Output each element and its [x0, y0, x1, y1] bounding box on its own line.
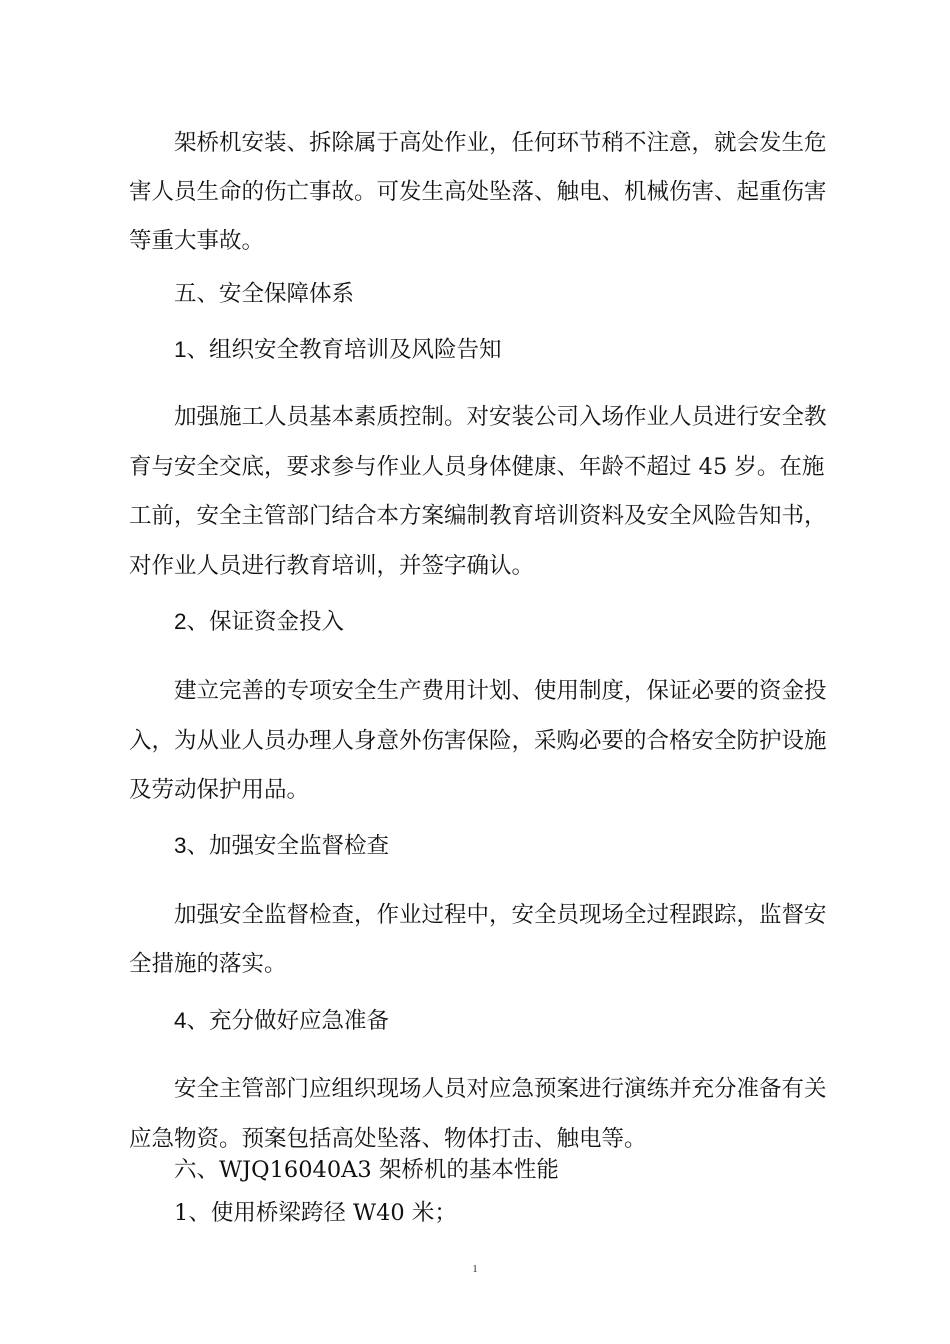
- body-text-line: 安全主管部门应组织现场人员对应急预案进行演练并充分准备有关: [174, 1076, 827, 1102]
- body-text-line: 架桥机安装、拆除属于高处作业，任何环节稍不注意，就会发生危: [174, 130, 827, 156]
- subsection-heading: 2、保证资金投入: [174, 609, 345, 634]
- body-text-line: 育与安全交底，要求参与作业人员身体健康、年龄不超过 45 岁。在施: [129, 454, 825, 480]
- section-heading: 五、安全保障体系: [174, 281, 355, 307]
- body-text-line: 全措施的落实。: [129, 951, 287, 977]
- body-text-line: 加强施工人员基本素质控制。对安装公司入场作业人员进行安全教: [174, 404, 827, 430]
- list-item: 1、使用桥梁跨径 W40 米；: [174, 1200, 457, 1226]
- body-text-line: 加强安全监督检查，作业过程中，安全员现场全过程跟踪，监督安: [174, 902, 827, 928]
- body-text-line: 工前，安全主管部门结合本方案编制教育培训资料及安全风险告知书，: [129, 503, 827, 529]
- subsection-heading: 4、充分做好应急准备: [174, 1008, 390, 1033]
- body-text-line: 对作业人员进行教育培训，并签字确认。: [129, 553, 535, 579]
- body-text-line: 应急物资。预案包括高处坠落、物体打击、触电等。: [129, 1126, 647, 1152]
- body-text-line: 及劳动保护用品。: [129, 777, 310, 803]
- section-heading: 六、WJQ16040A3 架桥机的基本性能: [174, 1157, 559, 1183]
- body-text-line: 等重大事故。: [129, 228, 265, 254]
- body-text-line: 建立完善的专项安全生产费用计划、使用制度，保证必要的资金投: [174, 678, 827, 704]
- page-number: 1: [472, 1263, 478, 1275]
- body-text-line: 入，为从业人员办理人身意外伤害保险，采购必要的合格安全防护设施: [129, 728, 827, 754]
- subsection-heading: 3、加强安全监督检查: [174, 833, 390, 858]
- body-text-line: 害人员生命的伤亡事故。可发生高处坠落、触电、机械伤害、起重伤害: [129, 179, 827, 205]
- subsection-heading: 1、组织安全教育培训及风险告知: [174, 337, 502, 362]
